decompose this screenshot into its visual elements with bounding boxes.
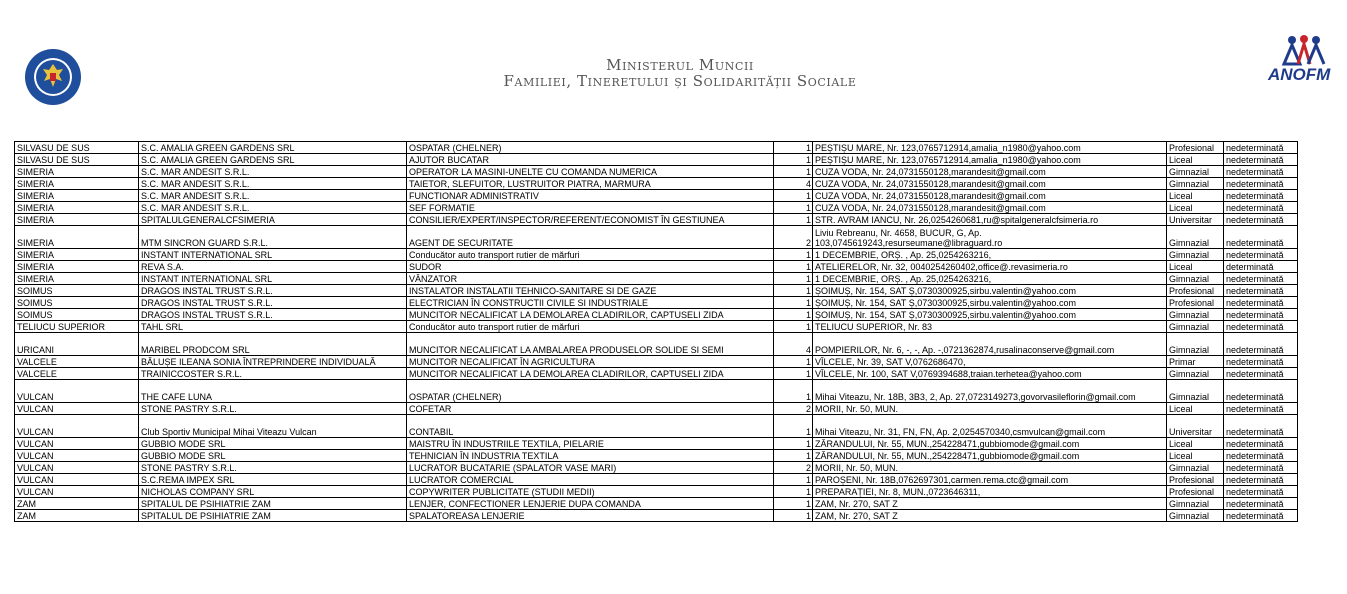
vacancies-count-cell: 1	[774, 297, 813, 309]
contract-type-cell: nedeterminată	[1224, 154, 1298, 166]
locality-cell: VULCAN	[15, 415, 139, 438]
job-title-cell: Conducător auto transport rutier de mărfuri	[407, 321, 774, 333]
contract-type-cell: nedeterminată	[1224, 226, 1298, 249]
vacancies-count-cell: 1	[774, 166, 813, 178]
education-level-cell: Profesional	[1167, 142, 1224, 154]
education-level-cell: Liceal	[1167, 154, 1224, 166]
table-row	[15, 510, 1298, 522]
locality-cell: SIMERIA	[15, 261, 139, 273]
contact-cell: PAROȘENI, Nr. 18B,0762697301,carmen.rema.ctc@gmail.com	[813, 474, 1167, 486]
vacancies-count-cell: 1	[774, 438, 813, 450]
education-level-cell: Universitar	[1167, 214, 1224, 226]
job-title-cell: ELECTRICIAN ÎN CONSTRUCTII CIVILE SI INDUSTRIALE	[407, 297, 774, 309]
education-level-cell: Gimnazial	[1167, 309, 1224, 321]
anofm-logo-icon	[1264, 34, 1344, 86]
contact-cell: 1 DECEMBRIE, ORȘ. , Ap. 25,0254263216,	[813, 273, 1167, 285]
contract-type-cell: nedeterminată	[1224, 510, 1298, 522]
vacancies-count-cell: 1	[774, 368, 813, 380]
table-row	[15, 321, 1298, 333]
employer-cell: INSTANT INTERNATIONAL SRL	[139, 273, 407, 285]
education-level-cell: Liceal	[1167, 450, 1224, 462]
table-row	[15, 309, 1298, 321]
contract-type-cell: nedeterminată	[1224, 214, 1298, 226]
contact-cell: ZĂRANDULUI, Nr. 55, MUN.,254228471,gubbiomode@gmail.com	[813, 450, 1167, 462]
vacancies-count-cell: 4	[774, 178, 813, 190]
locality-cell: SIMERIA	[15, 190, 139, 202]
locality-cell: SOIMUS	[15, 285, 139, 297]
education-level-cell: Gimnazial	[1167, 273, 1224, 285]
employer-cell: STONE PASTRY S.R.L.	[139, 462, 407, 474]
job-title-cell: SPALATOREASA LENJERIE	[407, 510, 774, 522]
education-level-cell: Universitar	[1167, 415, 1224, 438]
contact-cell: MORII, Nr. 50, MUN.	[813, 462, 1167, 474]
education-level-cell: Liceal	[1167, 438, 1224, 450]
table-row	[15, 450, 1298, 462]
table-row	[15, 261, 1298, 273]
contact-cell: ȘOIMUȘ, Nr. 154, SAT Ș,0730300925,sirbu.valentin@yahoo.com	[813, 309, 1167, 321]
employer-cell: TAHL SRL	[139, 321, 407, 333]
education-level-cell: Gimnazial	[1167, 368, 1224, 380]
education-level-cell: Liceal	[1167, 190, 1224, 202]
contract-type-cell: nedeterminată	[1224, 498, 1298, 510]
locality-cell: VULCAN	[15, 450, 139, 462]
table-row	[15, 486, 1298, 498]
table-row	[15, 154, 1298, 166]
contract-type-cell: nedeterminată	[1224, 415, 1298, 438]
employer-cell: SPITALUL DE PSIHIATRIE ZAM	[139, 498, 407, 510]
table-row	[15, 462, 1298, 474]
government-seal-icon	[24, 48, 82, 106]
contact-cell: VÎLCELE, Nr. 100, SAT V,0769394688,traian.terhetea@yahoo.com	[813, 368, 1167, 380]
locality-cell: VULCAN	[15, 474, 139, 486]
table-row	[15, 214, 1298, 226]
contact-cell: POMPIERILOR, Nr. 6, -, -, Ap. -,0721362874,rusalinaconserve@gmail.com	[813, 333, 1167, 356]
job-title-cell: OSPATAR (CHELNER)	[407, 142, 774, 154]
job-title-cell: VÂNZATOR	[407, 273, 774, 285]
employer-cell: INSTANT INTERNATIONAL SRL	[139, 249, 407, 261]
table-row	[15, 474, 1298, 486]
table-row	[15, 178, 1298, 190]
table-row	[15, 403, 1298, 415]
vacancies-count-cell: 1	[774, 486, 813, 498]
vacancies-count-cell: 1	[774, 249, 813, 261]
contact-cell: ATELIERELOR, Nr. 32, 0040254260402,office@.revasimeria.ro	[813, 261, 1167, 273]
employer-cell: THE CAFE LUNA	[139, 380, 407, 403]
table-row	[15, 415, 1298, 438]
vacancies-count-cell: 1	[774, 285, 813, 297]
contract-type-cell: nedeterminată	[1224, 178, 1298, 190]
education-level-cell: Gimnazial	[1167, 166, 1224, 178]
contract-type-cell: nedeterminată	[1224, 474, 1298, 486]
job-title-cell: MAISTRU ÎN INDUSTRIILE TEXTILA, PIELARIE	[407, 438, 774, 450]
contract-type-cell: nedeterminată	[1224, 333, 1298, 356]
locality-cell: SIMERIA	[15, 249, 139, 261]
employer-cell: MTM SINCRON GUARD S.R.L.	[139, 226, 407, 249]
education-level-cell: Gimnazial	[1167, 249, 1224, 261]
vacancies-count-cell: 1	[774, 190, 813, 202]
employer-cell: S.C. AMALIA GREEN GARDENS SRL	[139, 142, 407, 154]
education-level-cell: Liceal	[1167, 202, 1224, 214]
job-title-cell: MUNCITOR NECALIFICAT LA DEMOLAREA CLADIRILOR, CAPTUSELI ZIDA	[407, 309, 774, 321]
locality-cell: VALCELE	[15, 356, 139, 368]
education-level-cell: Gimnazial	[1167, 498, 1224, 510]
table-row	[15, 380, 1298, 403]
contact-cell: Mihai Viteazu, Nr. 18B, 3B3, 2, Ap. 27,0723149273,govorvasileflorin@gmail.com	[813, 380, 1167, 403]
vacancies-count-cell: 2	[774, 462, 813, 474]
ministry-title-line2: Familiei, Tineretului și Solidarității Sociale	[503, 72, 857, 90]
table-row	[15, 356, 1298, 368]
vacancies-count-cell: 1	[774, 474, 813, 486]
contact-cell: VÎLCELE, Nr. 39, SAT V,0762686470,	[813, 356, 1167, 368]
job-title-cell: Conducător auto transport rutier de mărfuri	[407, 249, 774, 261]
table-row	[15, 438, 1298, 450]
job-title-cell: CONSILIER/EXPERT/INSPECTOR/REFERENT/ECONOMIST ÎN GESTIUNEA	[407, 214, 774, 226]
education-level-cell: Gimnazial	[1167, 510, 1224, 522]
job-title-cell: OSPATAR (CHELNER)	[407, 380, 774, 403]
contact-cell: PREPARAȚIEI, Nr. 8, MUN.,0723646311,	[813, 486, 1167, 498]
job-title-cell: LUCRATOR COMERCIAL	[407, 474, 774, 486]
education-level-cell: Gimnazial	[1167, 380, 1224, 403]
contract-type-cell: nedeterminată	[1224, 321, 1298, 333]
employer-cell: STONE PASTRY S.R.L.	[139, 403, 407, 415]
employer-cell: S.C.REMA IMPEX SRL	[139, 474, 407, 486]
ministry-title	[500, 57, 860, 89]
job-title-cell: AJUTOR BUCATAR	[407, 154, 774, 166]
locality-cell: SIMERIA	[15, 273, 139, 285]
vacancies-count-cell: 1	[774, 498, 813, 510]
job-title-cell: MUNCITOR NECALIFICAT LA DEMOLAREA CLADIRILOR, CAPTUSELI ZIDA	[407, 368, 774, 380]
education-level-cell: Profesional	[1167, 474, 1224, 486]
locality-cell: VULCAN	[15, 462, 139, 474]
job-vacancies-table	[14, 141, 1298, 522]
table-row	[15, 297, 1298, 309]
contact-cell: ZĂRANDULUI, Nr. 55, MUN.,254228471,gubbiomode@gmail.com	[813, 438, 1167, 450]
contract-type-cell: nedeterminată	[1224, 462, 1298, 474]
table-row	[15, 226, 1298, 249]
vacancies-count-cell: 4	[774, 333, 813, 356]
contact-cell: ȘOIMUȘ, Nr. 154, SAT Ș,0730300925,sirbu.valentin@yahoo.com	[813, 297, 1167, 309]
employer-cell: GUBBIO MODE SRL	[139, 450, 407, 462]
contact-cell: CUZA VODA, Nr. 24,0731550128,marandesit@gmail.com	[813, 166, 1167, 178]
employer-cell: DRAGOS INSTAL TRUST S.R.L.	[139, 285, 407, 297]
employer-cell: Club Sportiv Municipal Mihai Viteazu Vulcan	[139, 415, 407, 438]
vacancies-count-cell: 1	[774, 321, 813, 333]
job-title-cell: MUNCITOR NECALIFICAT LA AMBALAREA PRODUSELOR SOLIDE SI SEMI	[407, 333, 774, 356]
education-level-cell: Liceal	[1167, 261, 1224, 273]
vacancies-count-cell: 2	[774, 226, 813, 249]
employer-cell: NICHOLAS COMPANY SRL	[139, 486, 407, 498]
job-rows	[15, 142, 1298, 522]
locality-cell: SIMERIA	[15, 226, 139, 249]
contract-type-cell: nedeterminată	[1224, 142, 1298, 154]
education-level-cell: Gimnazial	[1167, 333, 1224, 356]
contract-type-cell: nedeterminată	[1224, 202, 1298, 214]
employer-cell: SPITALULGENERALCFSIMERIA	[139, 214, 407, 226]
ministry-title-line1: Ministerul Muncii	[606, 56, 754, 74]
employer-cell: MARIBEL PRODCOM SRL	[139, 333, 407, 356]
employer-cell: DRAGOS INSTAL TRUST S.R.L.	[139, 297, 407, 309]
job-title-cell: MUNCITOR NECALIFICAT ÎN AGRICULTURA	[407, 356, 774, 368]
locality-cell: ZAM	[15, 498, 139, 510]
contact-cell: CUZA VODA, Nr. 24,0731550128,marandesit@gmail.com	[813, 178, 1167, 190]
education-level-cell: Profesional	[1167, 285, 1224, 297]
table-row	[15, 166, 1298, 178]
locality-cell: SILVASU DE SUS	[15, 142, 139, 154]
education-level-cell: Primar	[1167, 356, 1224, 368]
vacancies-count-cell: 1	[774, 154, 813, 166]
page-header	[0, 0, 1347, 140]
job-title-cell: LENJER, CONFECTIONER LENJERIE DUPA COMANDA	[407, 498, 774, 510]
education-level-cell: Gimnazial	[1167, 321, 1224, 333]
contact-cell: STR. AVRAM IANCU, Nr. 26,0254260681,ru@spitalgeneralcfsimeria.ro	[813, 214, 1167, 226]
contract-type-cell: nedeterminată	[1224, 309, 1298, 321]
locality-cell: ZAM	[15, 510, 139, 522]
job-title-cell: FUNCTIONAR ADMINISTRATIV	[407, 190, 774, 202]
vacancies-count-cell: 2	[774, 403, 813, 415]
employer-cell: REVA S.A.	[139, 261, 407, 273]
vacancies-count-cell: 1	[774, 510, 813, 522]
job-title-cell: LUCRATOR BUCATARIE (SPALATOR VASE MARI)	[407, 462, 774, 474]
contact-cell: Mihai Viteazu, Nr. 31, FN, FN, Ap. 2,0254570340,csmvulcan@gmail.com	[813, 415, 1167, 438]
contact-cell: ȘOIMUȘ, Nr. 154, SAT Ș,0730300925,sirbu.valentin@yahoo.com	[813, 285, 1167, 297]
contact-cell: Liviu Rebreanu, Nr. 4658, BUCUR, G, Ap. 103,0745619243,resurseumane@libraguard.ro	[813, 226, 1167, 249]
contact-cell: PEȘTIȘU MARE, Nr. 123,0765712914,amalia_n1980@yahoo.com	[813, 142, 1167, 154]
employer-cell: BĂLUȘE ILEANA SONIA ÎNTREPRINDERE INDIVIDUALĂ	[139, 356, 407, 368]
employer-cell: S.C. MAR ANDESIT S.R.L.	[139, 190, 407, 202]
job-title-cell: INSTALATOR INSTALATII TEHNICO-SANITARE SI DE GAZE	[407, 285, 774, 297]
vacancies-count-cell: 1	[774, 273, 813, 285]
locality-cell: URICANI	[15, 333, 139, 356]
education-level-cell: Liceal	[1167, 403, 1224, 415]
employer-cell: TRAINICCOSTER S.R.L.	[139, 368, 407, 380]
job-title-cell: SUDOR	[407, 261, 774, 273]
contract-type-cell: nedeterminată	[1224, 166, 1298, 178]
table-row	[15, 285, 1298, 297]
contract-type-cell: nedeterminată	[1224, 403, 1298, 415]
locality-cell: VULCAN	[15, 438, 139, 450]
contract-type-cell: nedeterminată	[1224, 249, 1298, 261]
contract-type-cell: nedeterminată	[1224, 190, 1298, 202]
contact-cell: ZAM, Nr. 270, SAT Z	[813, 498, 1167, 510]
education-level-cell: Profesional	[1167, 297, 1224, 309]
table-row	[15, 333, 1298, 356]
job-title-cell: TAIETOR, SLEFUITOR, LUSTRUITOR PIATRA, MARMURA	[407, 178, 774, 190]
locality-cell: SIMERIA	[15, 166, 139, 178]
locality-cell: SOIMUS	[15, 309, 139, 321]
employer-cell: S.C. MAR ANDESIT S.R.L.	[139, 202, 407, 214]
locality-cell: SIMERIA	[15, 178, 139, 190]
vacancies-count-cell: 1	[774, 261, 813, 273]
job-title-cell: OPERATOR LA MASINI-UNELTE CU COMANDA NUMERICA	[407, 166, 774, 178]
contact-cell: TELIUCU SUPERIOR, Nr. 83	[813, 321, 1167, 333]
contract-type-cell: nedeterminată	[1224, 356, 1298, 368]
education-level-cell: Gimnazial	[1167, 178, 1224, 190]
vacancies-count-cell: 1	[774, 450, 813, 462]
vacancies-count-cell: 1	[774, 202, 813, 214]
contact-cell: ZAM, Nr. 270, SAT Z	[813, 510, 1167, 522]
table-row	[15, 202, 1298, 214]
job-title-cell: AGENT DE SECURITATE	[407, 226, 774, 249]
locality-cell: VULCAN	[15, 380, 139, 403]
employer-cell: DRAGOS INSTAL TRUST S.R.L.	[139, 309, 407, 321]
contract-type-cell: nedeterminată	[1224, 368, 1298, 380]
contract-type-cell: nedeterminată	[1224, 273, 1298, 285]
job-title-cell: CONTABIL	[407, 415, 774, 438]
job-title-cell: COPYWRITER PUBLICITATE (STUDII MEDII)	[407, 486, 774, 498]
anofm-logo-text: ANOFM	[1268, 65, 1331, 84]
locality-cell: SOIMUS	[15, 297, 139, 309]
contract-type-cell: nedeterminată	[1224, 450, 1298, 462]
locality-cell: SIMERIA	[15, 214, 139, 226]
contract-type-cell: determinată	[1224, 261, 1298, 273]
locality-cell: VULCAN	[15, 403, 139, 415]
vacancies-count-cell: 1	[774, 142, 813, 154]
contract-type-cell: nedeterminată	[1224, 438, 1298, 450]
contact-cell: PEȘTIȘU MARE, Nr. 123,0765712914,amalia_n1980@yahoo.com	[813, 154, 1167, 166]
locality-cell: VALCELE	[15, 368, 139, 380]
contact-cell: CUZA VODA, Nr. 24,0731550128,marandesit@gmail.com	[813, 202, 1167, 214]
employer-cell: S.C. MAR ANDESIT S.R.L.	[139, 166, 407, 178]
contract-type-cell: nedeterminată	[1224, 297, 1298, 309]
education-level-cell: Gimnazial	[1167, 226, 1224, 249]
vacancies-count-cell: 1	[774, 214, 813, 226]
vacancies-count-cell: 1	[774, 309, 813, 321]
contact-cell: 1 DECEMBRIE, ORȘ. , Ap. 25,0254263216,	[813, 249, 1167, 261]
locality-cell: SILVASU DE SUS	[15, 154, 139, 166]
vacancies-count-cell: 1	[774, 356, 813, 368]
locality-cell: SIMERIA	[15, 202, 139, 214]
employer-cell: GUBBIO MODE SRL	[139, 438, 407, 450]
contract-type-cell: nedeterminată	[1224, 486, 1298, 498]
table-row	[15, 273, 1298, 285]
contract-type-cell: nedeterminată	[1224, 380, 1298, 403]
job-title-cell: TEHNICIAN ÎN INDUSTRIA TEXTILA	[407, 450, 774, 462]
employer-cell: S.C. AMALIA GREEN GARDENS SRL	[139, 154, 407, 166]
employer-cell: S.C. MAR ANDESIT S.R.L.	[139, 178, 407, 190]
vacancies-count-cell: 1	[774, 415, 813, 438]
table-row	[15, 249, 1298, 261]
job-title-cell: COFETAR	[407, 403, 774, 415]
contract-type-cell: nedeterminată	[1224, 285, 1298, 297]
locality-cell: TELIUCU SUPERIOR	[15, 321, 139, 333]
table-row	[15, 498, 1298, 510]
employer-cell: SPITALUL DE PSIHIATRIE ZAM	[139, 510, 407, 522]
job-title-cell: SEF FORMATIE	[407, 202, 774, 214]
contact-cell: CUZA VODA, Nr. 24,0731550128,marandesit@gmail.com	[813, 190, 1167, 202]
education-level-cell: Profesional	[1167, 486, 1224, 498]
locality-cell: VULCAN	[15, 486, 139, 498]
table-row	[15, 368, 1298, 380]
table-row	[15, 190, 1298, 202]
contact-cell: MORII, Nr. 50, MUN.	[813, 403, 1167, 415]
table-row	[15, 142, 1298, 154]
education-level-cell: Gimnazial	[1167, 462, 1224, 474]
vacancies-count-cell: 1	[774, 380, 813, 403]
